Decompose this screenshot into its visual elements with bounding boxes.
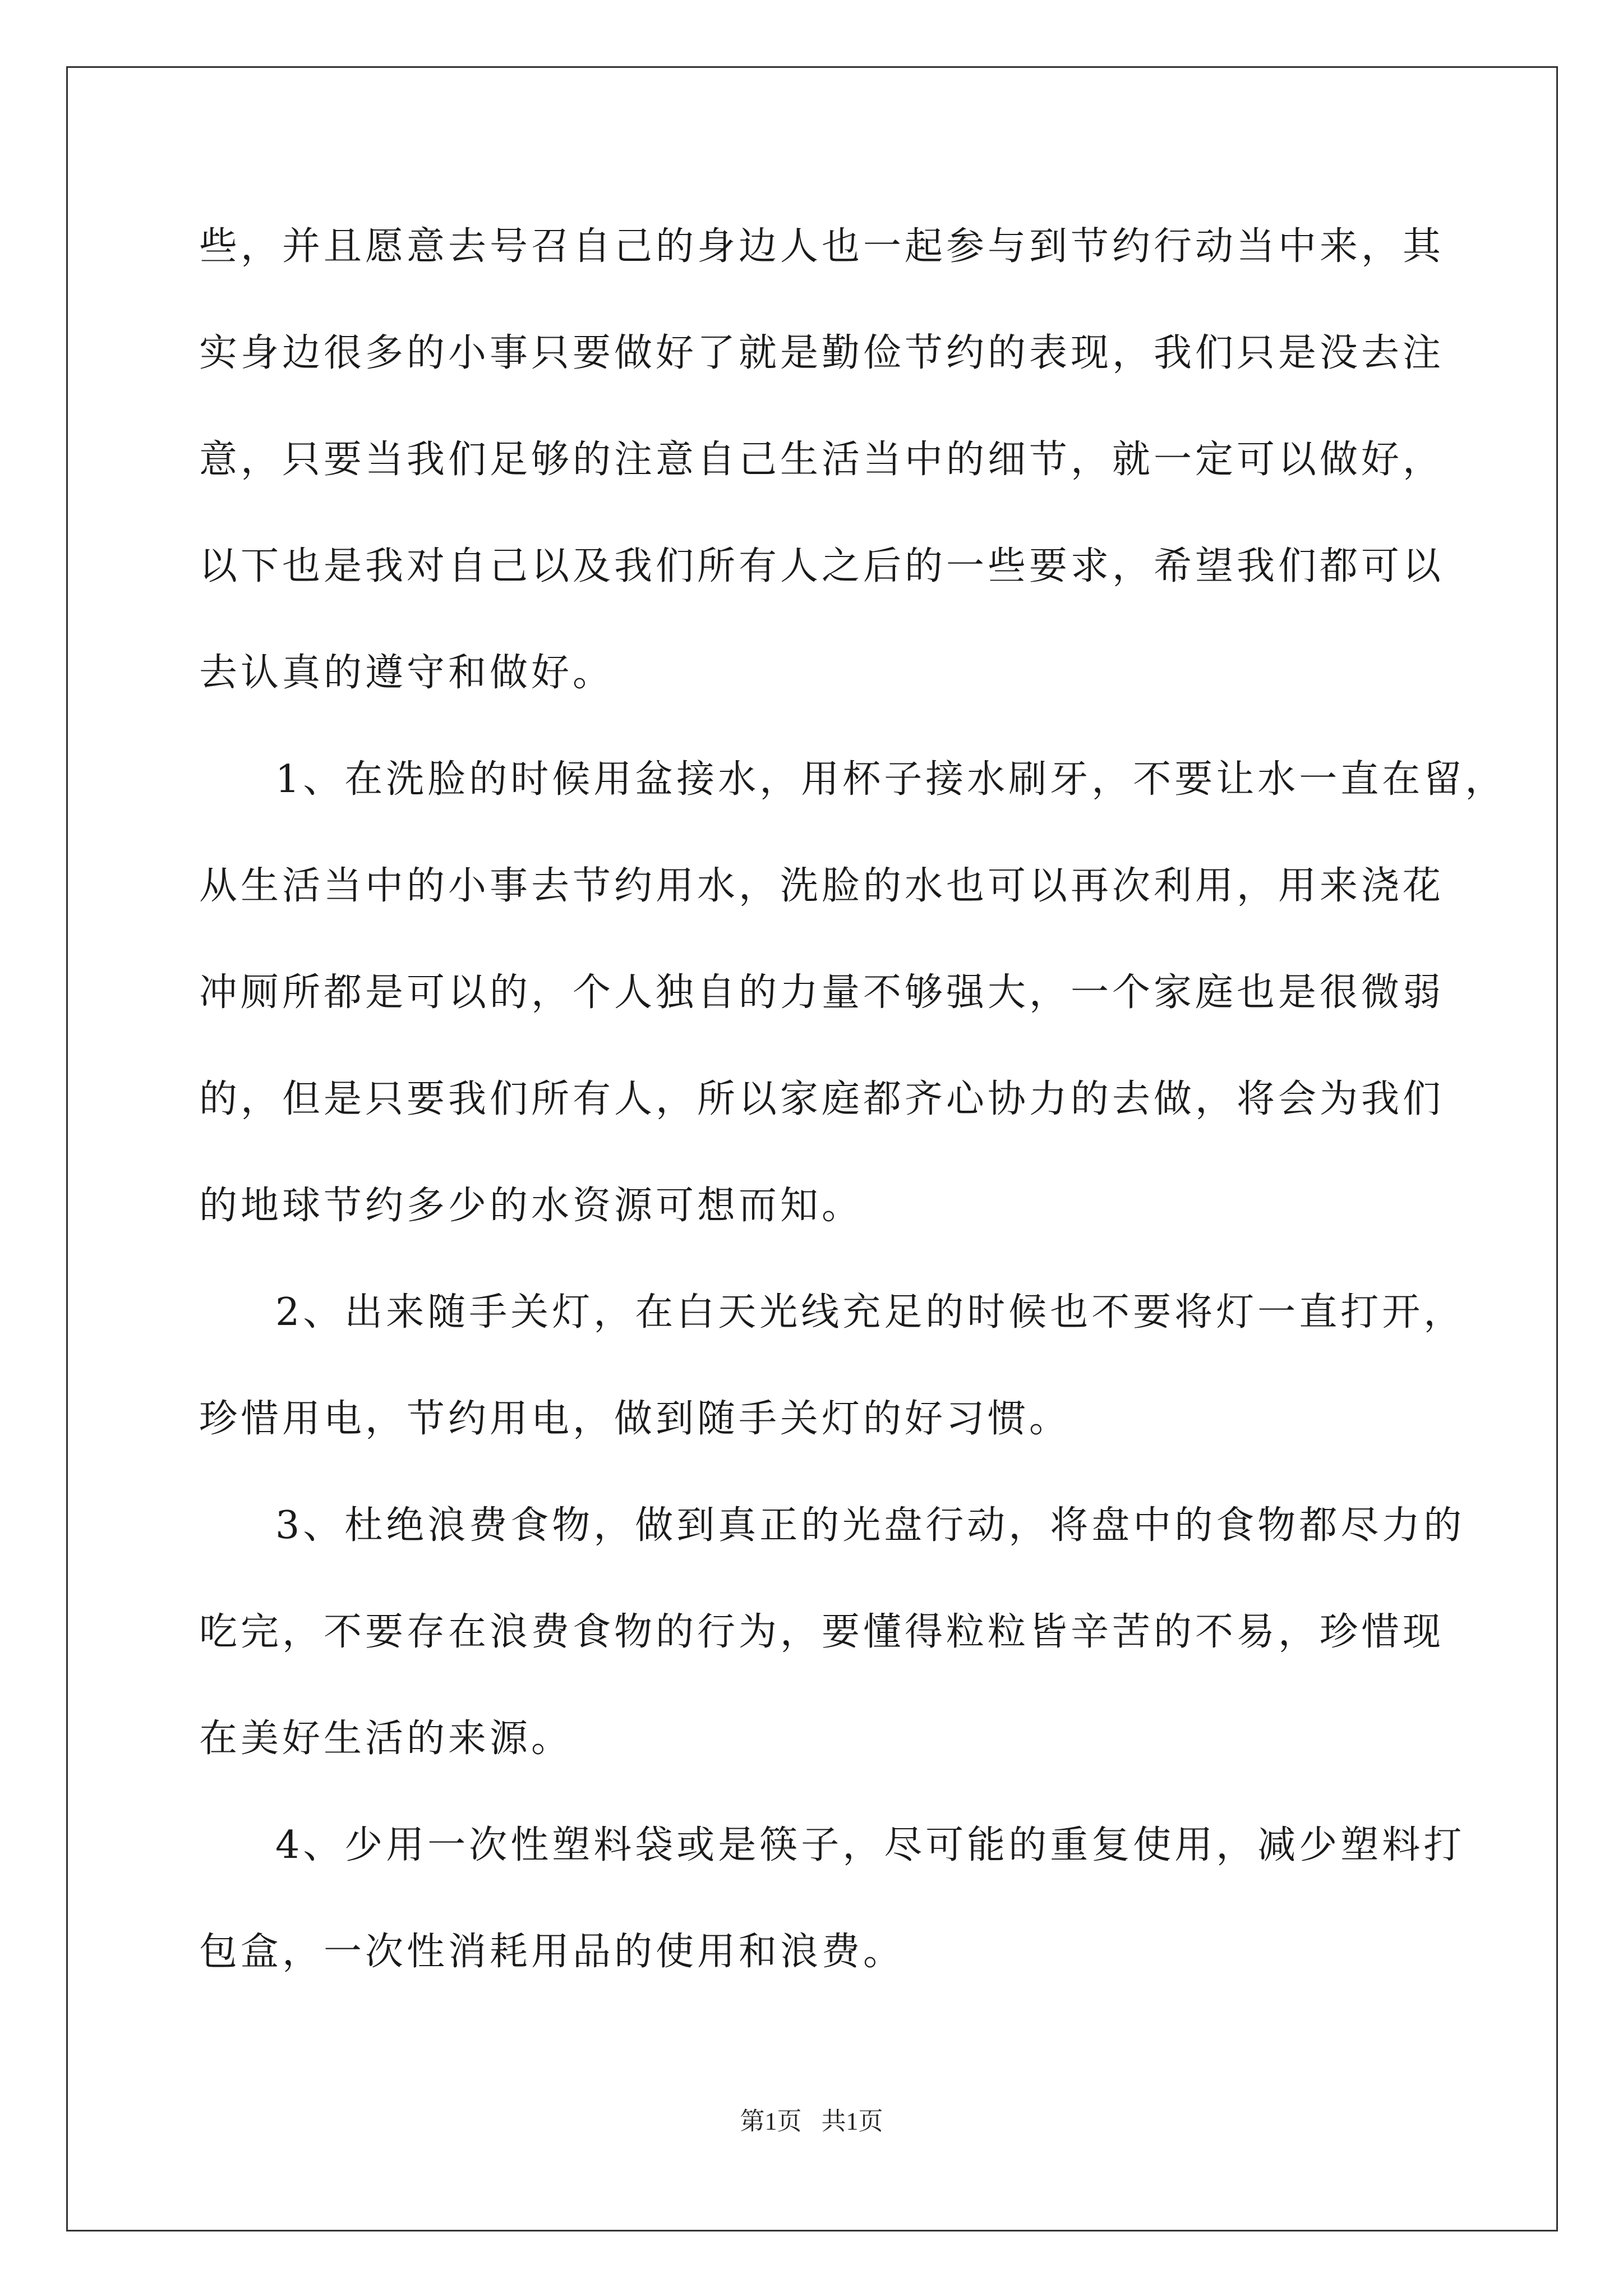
text-line: 的，但是只要我们所有人，所以家庭都齐心协力的去做，将会为我们	[199, 1077, 1445, 1121]
text-line: 在美好生活的来源。	[199, 1717, 573, 1761]
text-line: 珍惜用电，节约用电，做到随手关灯的好习惯。	[199, 1397, 1071, 1441]
page-footer	[0, 2101, 1623, 2137]
list-item-4-line: 4、少用一次性塑料袋或是筷子，尽可能的重复使用，减少塑料打	[275, 1823, 1465, 1867]
text-line: 的地球节约多少的水资源可想而知。	[199, 1184, 864, 1228]
list-item-3-line: 3、杜绝浪费食物，做到真正的光盘行动，将盘中的食物都尽力的	[275, 1503, 1465, 1548]
page-number: 第1页	[740, 2108, 802, 2135]
page-total: 共1页	[821, 2108, 883, 2135]
text-line: 去认真的遵守和做好。	[199, 651, 615, 695]
text-line: 从生活当中的小事去节约用水，洗脸的水也可以再次利用，用来浇花	[199, 864, 1445, 908]
document-body	[199, 219, 1507, 2031]
list-item-2-line: 2、出来随手关灯，在白天光线充足的时候也不要将灯一直打开，	[275, 1290, 1465, 1335]
list-item-1-line: 1、在洗脸的时候用盆接水，用杯子接水刷牙，不要让水一直在留，	[275, 757, 1507, 802]
text-line: 包盒，一次性消耗用品的使用和浪费。	[199, 1930, 905, 1974]
text-line: 以下也是我对自己以及我们所有人之后的一些要求，希望我们都可以	[199, 544, 1445, 588]
text-line: 意，只要当我们足够的注意自己生活当中的细节，就一定可以做好，	[199, 438, 1445, 482]
text-line: 冲厕所都是可以的，个人独自的力量不够强大，一个家庭也是很微弱	[199, 970, 1445, 1015]
text-line: 吃完，不要存在浪费食物的行为，要懂得粒粒皆辛苦的不易，珍惜现	[199, 1610, 1445, 1654]
text-line: 实身边很多的小事只要做好了就是勤俭节约的表现，我们只是没去注	[199, 331, 1445, 375]
text-line: 些，并且愿意去号召自己的身边人也一起参与到节约行动当中来，其	[199, 224, 1445, 269]
